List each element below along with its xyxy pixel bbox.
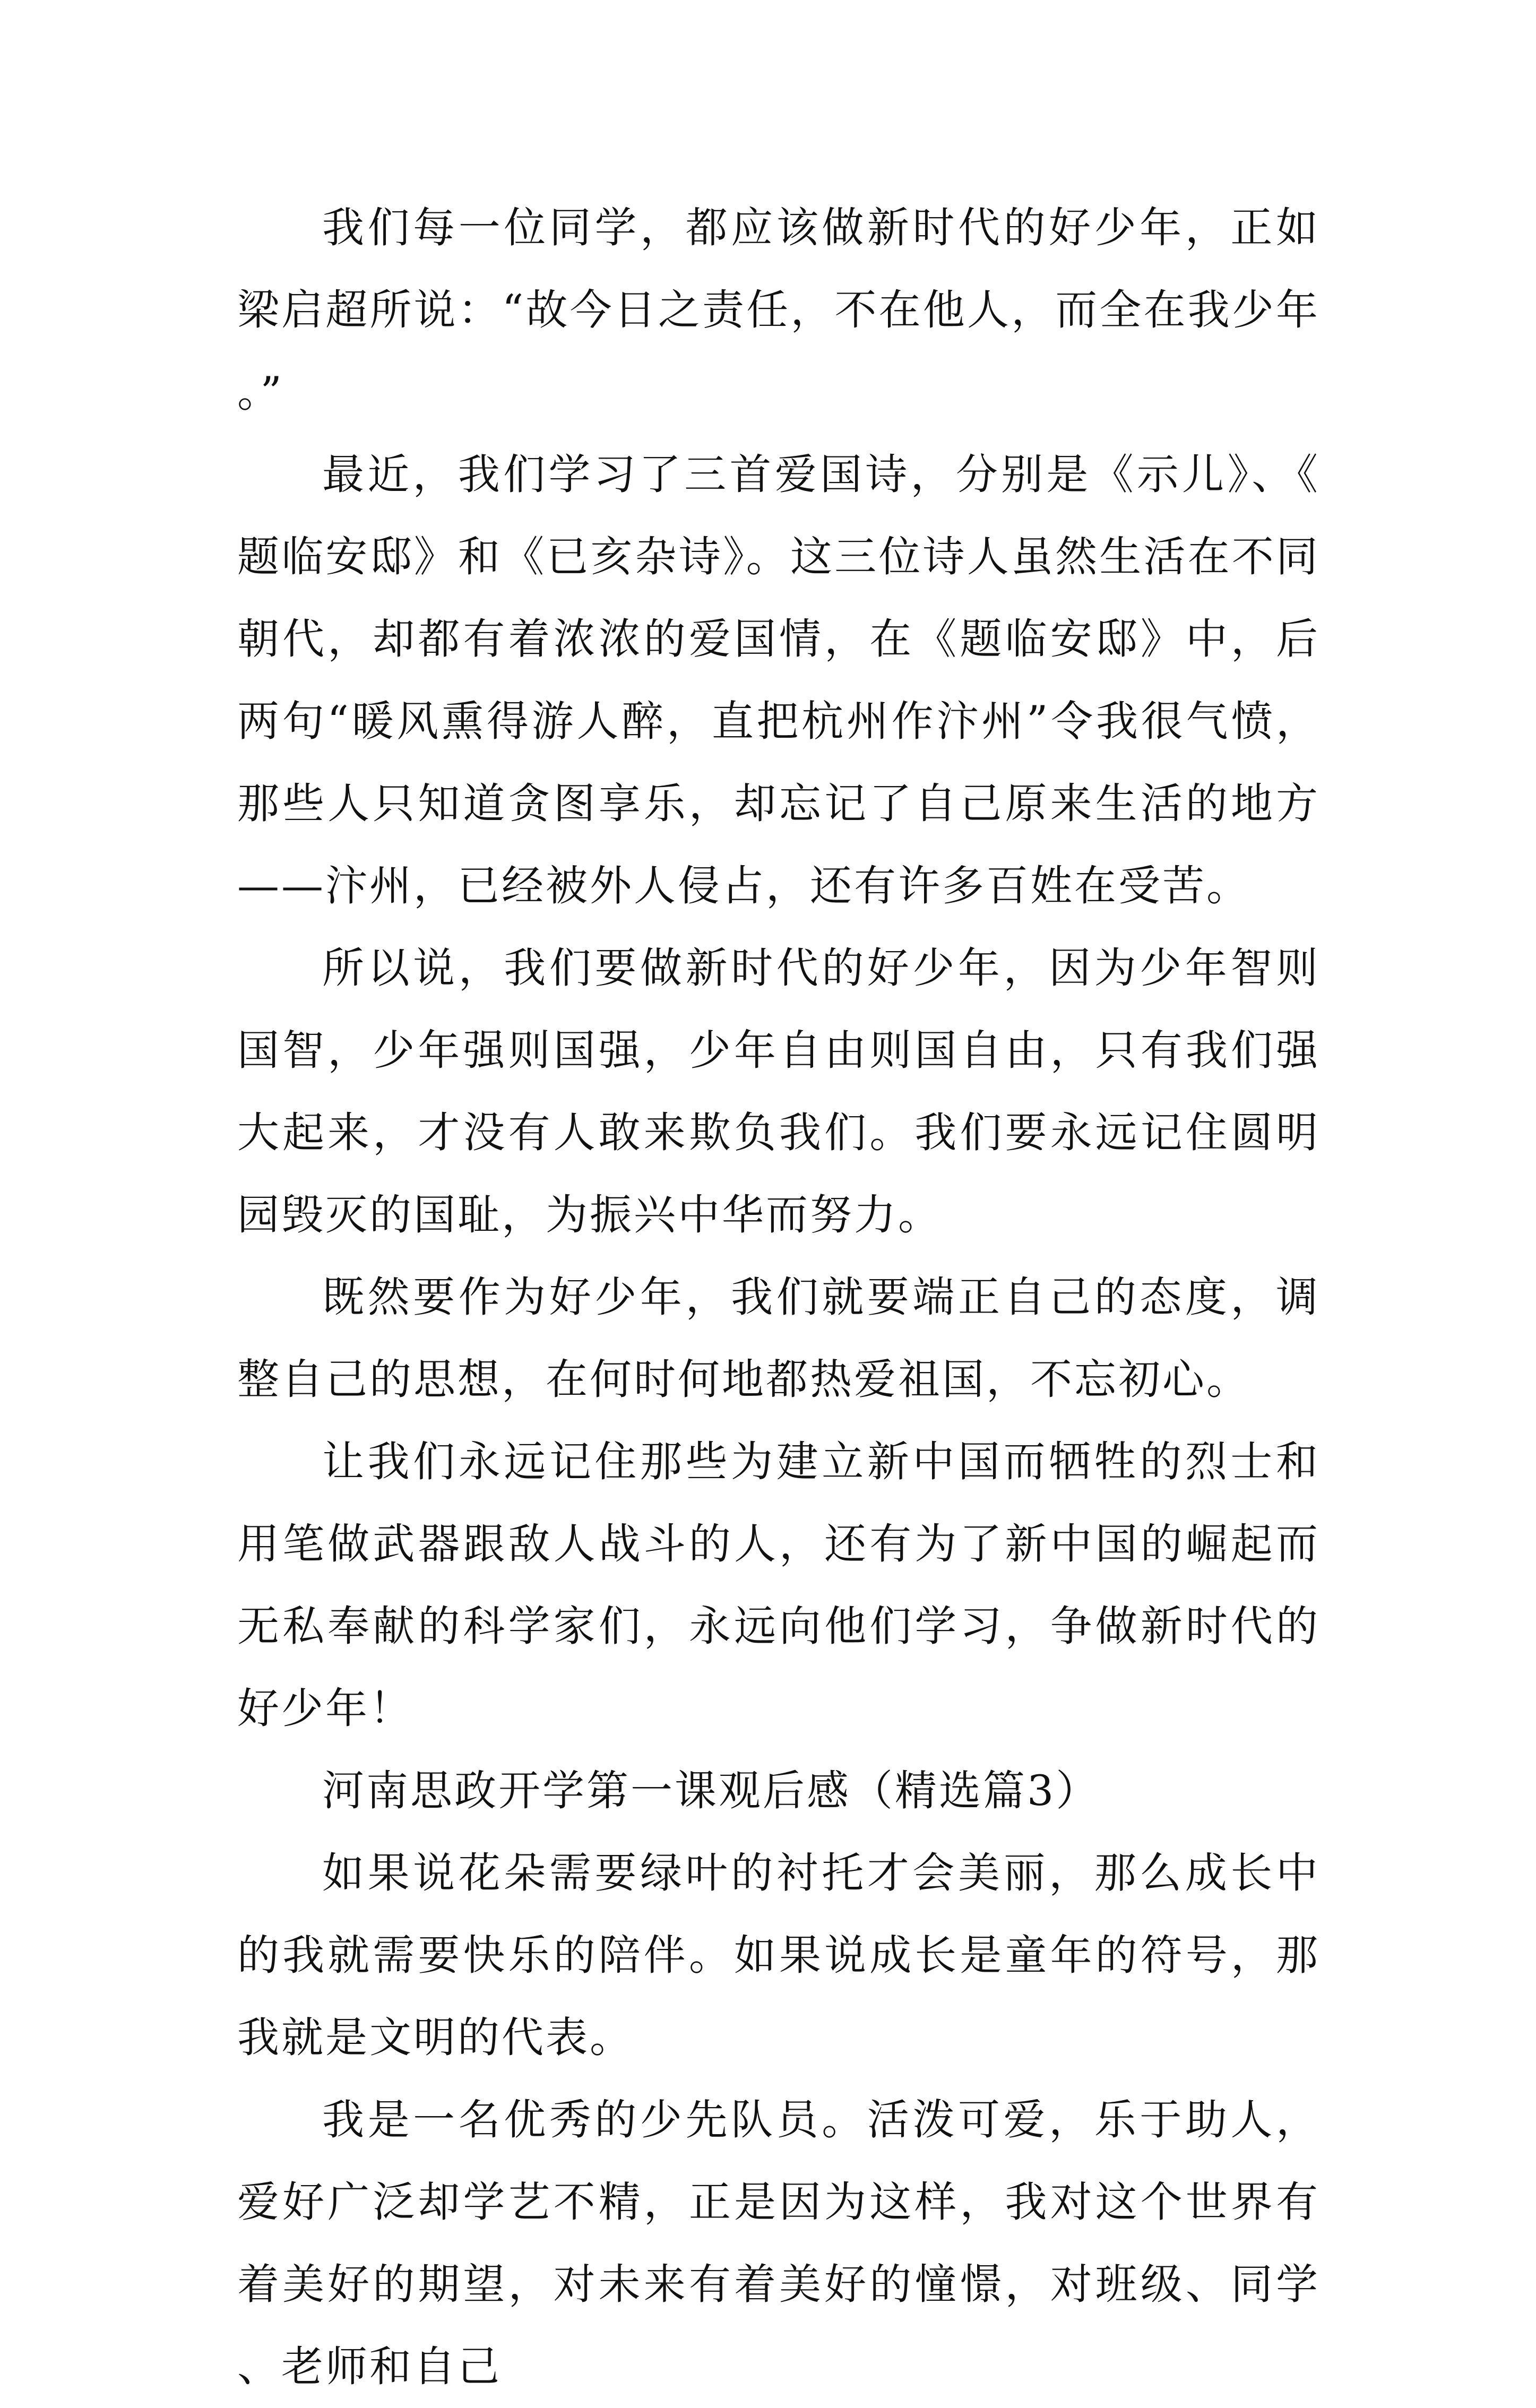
document-body	[237, 187, 1320, 2408]
paragraph-1: 我们每一位同学，都应该做新时代的好少年，正如梁启超所说：“故今日之责任，不在他人，而全在我少年。”	[237, 203, 1320, 417]
section-title: 河南思政开学第一课观后感（精选篇3）	[322, 1766, 1100, 1815]
paragraph-3: 所以说，我们要做新时代的好少年，因为少年智则国智，少年强则国强，少年自由则国自由，只有我们强大起来，才没有人敢来欺负我们。我们要永远记住圆明园毁灭的国耻，为振兴中华而努力。	[237, 944, 1320, 1239]
paragraph-2: 最近，我们学习了三首爱国诗，分别是《示儿》、《题临安邸》和《已亥杂诗》。这三位诗人虽然生活在不同朝代，却都有着浓浓的爱国情，在《题临安邸》中，后两句“暖风熏得游人醉，直把杭州作汴州”令我很气愤，那些人只知道贪图享乐，却忘记了自己原来生活的地方——汴州，已经被外人侵占，还有许多百姓在受苦。	[237, 450, 1320, 910]
paragraph-6: 如果说花朵需要绿叶的衬托才会美丽，那么成长中的我就需要快乐的陪伴。如果说成长是童年的符号，那我就是文明的代表。	[237, 1849, 1320, 2062]
paragraph-5: 让我们永远记住那些为建立新中国而牺牲的烈士和用笔做武器跟敌人战斗的人，还有为了新中国的崛起而无私奉献的科学家们，永远向他们学习，争做新时代的好少年！	[237, 1437, 1320, 1733]
paragraph-4: 既然要作为好少年，我们就要端正自己的态度，调整自己的思想，在何时何地都热爱祖国，不忘初心。	[237, 1273, 1320, 1404]
paragraph-7: 我是一名优秀的少先队员。活泼可爱，乐于助人，爱好广泛却学艺不精，正是因为这样，我对这个世界有着美好的期望，对未来有着美好的憧憬，对班级、同学、老师和自己	[237, 2095, 1320, 2391]
